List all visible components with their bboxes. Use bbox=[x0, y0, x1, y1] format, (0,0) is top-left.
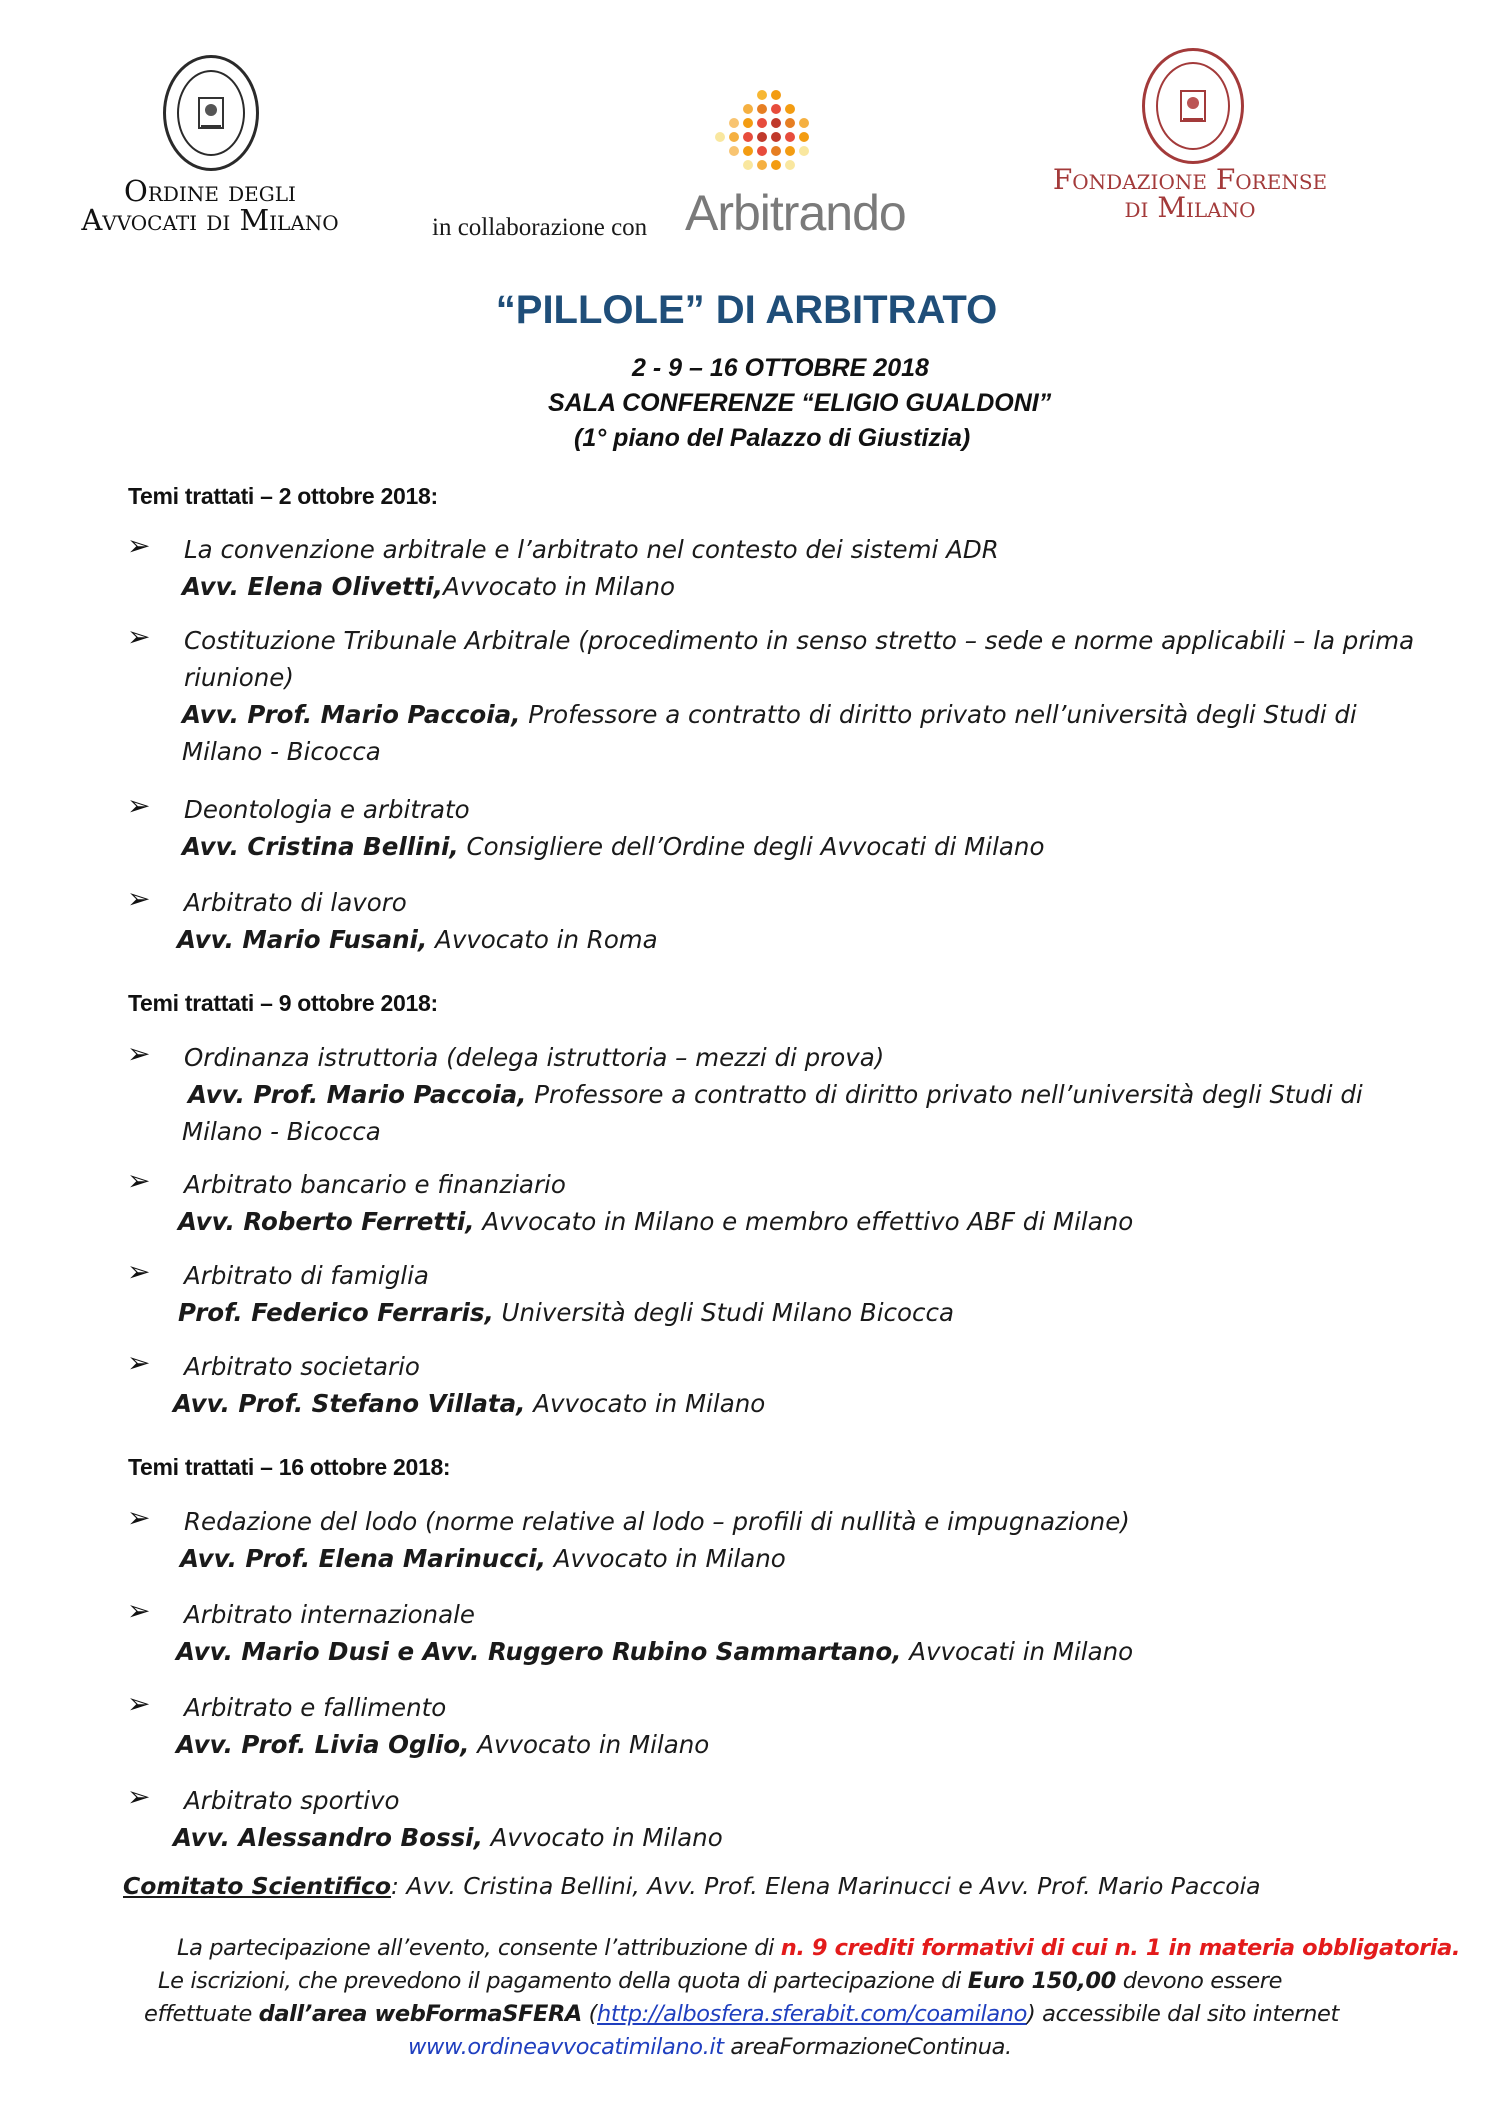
speaker-line bbox=[173, 1385, 765, 1422]
speaker-line bbox=[173, 1819, 723, 1856]
topic-text: La convenzione arbitrale e l’arbitrato nel contesto dei sistemi ADR bbox=[184, 535, 999, 564]
registration-line bbox=[158, 1965, 1282, 1998]
speaker-role-cont: Milano - Bicocca bbox=[182, 1117, 381, 1146]
topic-text: Ordinanza istruttoria (delega istruttoria – mezzi di prova) bbox=[184, 1043, 885, 1072]
speaker-role: Avvocato in Milano bbox=[545, 1544, 786, 1573]
committee-label: Comitato Scientifico bbox=[123, 1872, 392, 1900]
speaker-line bbox=[182, 568, 675, 605]
sferabit-link[interactable]: http://albosfera.sferabit.com/coamilano bbox=[597, 2001, 1027, 2027]
ordine-logo bbox=[80, 55, 340, 235]
event-venue: SALA CONFERENZE “ELIGIO GUALDONI” bbox=[548, 389, 1052, 417]
section-title: Temi trattati – 9 ottobre 2018: bbox=[128, 990, 438, 1016]
speaker-name: Prof. Federico Ferraris, bbox=[178, 1298, 494, 1327]
page-title: “PILLOLE” DI ARBITRATO bbox=[495, 288, 998, 332]
speaker-role: Professore a contratto di diritto privato nell’università degli Studi di bbox=[520, 700, 1357, 729]
arrow-bullet-icon: ➢ bbox=[127, 882, 151, 915]
arrow-bullet-icon: ➢ bbox=[127, 1501, 151, 1534]
arrow-bullet-icon: ➢ bbox=[127, 789, 151, 822]
arrow-bullet-icon: ➢ bbox=[127, 1780, 151, 1813]
speaker-line bbox=[176, 1726, 709, 1763]
speaker-role: Consigliere dell’Ordine degli Avvocati di Milano bbox=[458, 832, 1045, 861]
speaker-line bbox=[178, 1203, 1133, 1240]
arrow-bullet-icon: ➢ bbox=[127, 1687, 151, 1720]
fondazione-logo bbox=[1040, 48, 1340, 228]
section-title: Temi trattati – 2 ottobre 2018: bbox=[128, 483, 438, 509]
platform-text-end: ) accessibile dal sito internet bbox=[1026, 2001, 1339, 2027]
arrow-bullet-icon: ➢ bbox=[127, 1594, 151, 1627]
credits-line bbox=[177, 1932, 1460, 1965]
arrow-bullet-icon: ➢ bbox=[127, 1346, 151, 1379]
fee-amount: Euro 150,00 bbox=[967, 1968, 1116, 1994]
ordine-name-line2: Avvocati di Milano bbox=[81, 203, 339, 237]
topic-text: Arbitrato bancario e finanziario bbox=[184, 1170, 566, 1199]
credits-text: La partecipazione all’evento, consente l’attribuzione di bbox=[177, 1935, 781, 1961]
speaker-name: Avv. Roberto Ferretti, bbox=[178, 1207, 475, 1236]
speaker-role-cont: Milano - Bicocca bbox=[182, 737, 381, 766]
speaker-name: Avv. Elena Olivetti, bbox=[182, 572, 443, 601]
event-dates: 2 - 9 – 16 OTTOBRE 2018 bbox=[632, 354, 929, 382]
topic-text: Costituzione Tribunale Arbitrale (procedimento in senso stretto – sede e norme applicabili – la prima bbox=[184, 626, 1415, 655]
speaker-line bbox=[177, 921, 658, 958]
registration-text: Le iscrizioni, che prevedono il pagamento della quota di partecipazione di bbox=[158, 1968, 968, 1994]
speaker-line bbox=[180, 1540, 786, 1577]
speaker-name: Avv. Prof. Mario Paccoia, bbox=[188, 1080, 527, 1109]
topic-text: Arbitrato di lavoro bbox=[184, 888, 407, 917]
arbitrando-dots-icon bbox=[705, 88, 825, 188]
arrow-bullet-icon: ➢ bbox=[127, 529, 151, 562]
speaker-line bbox=[178, 1294, 954, 1331]
speaker-name: Avv. Prof. Livia Oglio, bbox=[176, 1730, 470, 1759]
speaker-line bbox=[176, 1633, 1133, 1670]
speaker-role: Avvocato in Milano bbox=[482, 1823, 723, 1852]
arbitrando-name: Arbitrando bbox=[685, 185, 906, 241]
speaker-role: Avvocato in Roma bbox=[427, 925, 658, 954]
speaker-role: Professore a contratto di diritto privato nell’università degli Studi di bbox=[526, 1080, 1363, 1109]
section-title: Temi trattati – 16 ottobre 2018: bbox=[128, 1454, 451, 1480]
speaker-name: Avv. Cristina Bellini, bbox=[182, 832, 459, 861]
fondazione-name-line2: di Milano bbox=[1124, 191, 1256, 224]
topic-text: Deontologia e arbitrato bbox=[184, 795, 470, 824]
speaker-role: Avvocato in Milano bbox=[443, 572, 676, 601]
speaker-name: Avv. Mario Fusani, bbox=[177, 925, 428, 954]
platform-text: effettuate bbox=[144, 2001, 259, 2027]
scientific-committee bbox=[123, 1868, 1261, 1905]
arrow-bullet-icon: ➢ bbox=[127, 1255, 151, 1288]
topic-text-cont: riunione) bbox=[184, 663, 294, 692]
website-line bbox=[408, 2031, 1012, 2064]
website-area-text: areaFormazioneContinua. bbox=[723, 2034, 1012, 2060]
speaker-name: Avv. Prof. Elena Marinucci, bbox=[180, 1544, 546, 1573]
speaker-name: Avv. Prof. Stefano Villata, bbox=[173, 1389, 526, 1418]
fondazione-name-line1: Fondazione Forense bbox=[1052, 163, 1328, 196]
ordine-website-link[interactable]: www.ordineavvocatimilano.it bbox=[408, 2034, 724, 2060]
topic-text: Arbitrato internazionale bbox=[184, 1600, 475, 1629]
speaker-name: Avv. Alessandro Bossi, bbox=[173, 1823, 483, 1852]
speaker-line bbox=[182, 828, 1044, 865]
topic-text: Arbitrato e fallimento bbox=[184, 1693, 447, 1722]
speaker-role: Avvocato in Milano bbox=[469, 1730, 710, 1759]
arbitrando-logo bbox=[685, 88, 906, 241]
speaker-role: Avvocati in Milano bbox=[901, 1637, 1134, 1666]
registration-text-end: devono essere bbox=[1115, 1968, 1283, 1994]
ordine-seal-icon bbox=[163, 55, 259, 171]
ordine-name bbox=[80, 174, 340, 237]
fondazione-name bbox=[1040, 163, 1340, 224]
platform-paren-open: ( bbox=[581, 2001, 598, 2027]
topic-text: Redazione del lodo (norme relative al lodo – profili di nullità e impugnazione) bbox=[184, 1507, 1130, 1536]
topic-text: Arbitrato societario bbox=[184, 1352, 420, 1381]
ordine-name-line1: Ordine degli bbox=[124, 174, 296, 208]
platform-line bbox=[144, 1998, 1339, 2031]
topic-text: Arbitrato sportivo bbox=[184, 1786, 400, 1815]
arrow-bullet-icon: ➢ bbox=[127, 620, 151, 653]
speaker-role: Avvocato in Milano e membro effettivo ABF di Milano bbox=[474, 1207, 1134, 1236]
fondazione-seal-icon bbox=[1142, 48, 1244, 164]
committee-members: : Avv. Cristina Bellini, Avv. Prof. Elena Marinucci e Avv. Prof. Mario Paccoia bbox=[391, 1872, 1261, 1900]
arrow-bullet-icon: ➢ bbox=[127, 1164, 151, 1197]
arrow-bullet-icon: ➢ bbox=[127, 1037, 151, 1070]
platform-name: dall’area webFormaSFERA bbox=[258, 2001, 582, 2027]
speaker-line bbox=[182, 696, 1357, 733]
speaker-name: Avv. Prof. Mario Paccoia, bbox=[182, 700, 521, 729]
topic-text: Arbitrato di famiglia bbox=[184, 1261, 429, 1290]
credits-highlight: n. 9 crediti formativi di cui n. 1 in materia obbligatoria. bbox=[780, 1935, 1461, 1961]
event-floor: (1° piano del Palazzo di Giustizia) bbox=[574, 424, 971, 452]
speaker-name: Avv. Mario Dusi e Avv. Ruggero Rubino Sammartano, bbox=[176, 1637, 902, 1666]
speaker-role: Università degli Studi Milano Bicocca bbox=[493, 1298, 954, 1327]
speaker-role: Avvocato in Milano bbox=[525, 1389, 766, 1418]
collaboration-text: in collaborazione con bbox=[432, 214, 648, 241]
speaker-line bbox=[188, 1076, 1363, 1113]
